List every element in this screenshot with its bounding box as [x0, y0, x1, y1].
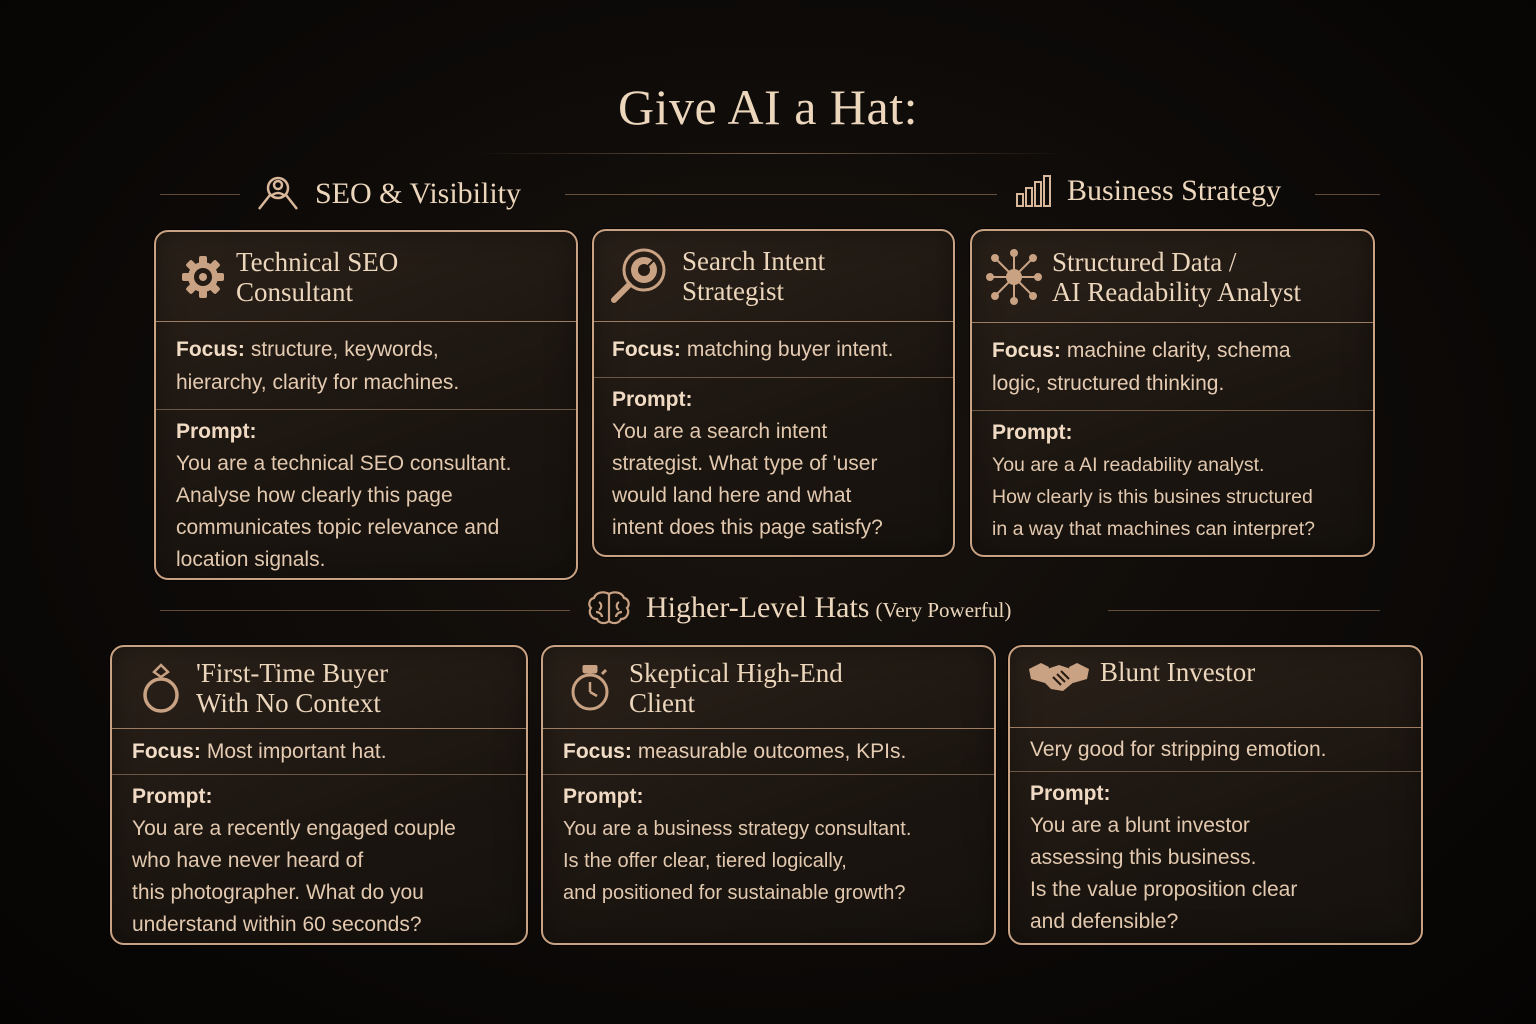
section-line-middle — [565, 194, 997, 195]
card-prompt — [594, 378, 953, 544]
target-magnifier-icon — [608, 246, 670, 306]
prompt-text: You are a business strategy consultant. — [563, 818, 912, 840]
focus-label: Focus: — [563, 740, 632, 763]
card-prompt — [543, 775, 994, 909]
focus-text: hierarchy, clarity for machines. — [176, 370, 460, 394]
section-line-left — [160, 194, 240, 195]
section-higher-level-hats — [586, 590, 1011, 626]
card-title-line: Strategist — [682, 276, 784, 306]
brain-icon — [586, 590, 632, 626]
card-title-line: 'First-Time Buyer — [196, 657, 389, 688]
card-first-time-buyer — [110, 645, 528, 945]
card-title-line: AI Readability Analyst — [1052, 276, 1301, 307]
card-focus — [972, 323, 1373, 411]
prompt-text: You are a technical SEO consultant. — [176, 452, 512, 475]
card-prompt — [1010, 772, 1421, 938]
section-line-right — [1315, 194, 1380, 195]
card-header — [972, 231, 1373, 323]
card-title-line: Blunt Investor — [1100, 657, 1256, 687]
prompt-text: You are a search intent — [612, 420, 828, 443]
ring-icon — [136, 662, 186, 714]
card-prompt — [112, 775, 526, 941]
prompt-text: understand within 60 seconds? — [132, 913, 422, 936]
card-title-line: Consultant — [236, 276, 354, 307]
focus-text: matching buyer intent. — [686, 338, 894, 361]
focus-text: measurable outcomes, KPIs. — [637, 740, 907, 763]
focus-text: structure, keywords, — [250, 337, 439, 361]
watch-icon — [567, 665, 613, 711]
card-title-line: Skeptical High-End — [629, 657, 843, 688]
card-blunt-investor — [1008, 645, 1423, 945]
prompt-text: You are a blunt investor — [1030, 814, 1250, 837]
section-business-label: Business Strategy — [1067, 174, 1282, 207]
prompt-label: Prompt: — [132, 785, 213, 808]
section-higher-label: Higher-Level Hats — [646, 591, 870, 624]
network-nodes-icon — [986, 249, 1042, 305]
focus-text: Most important hat. — [206, 740, 387, 763]
card-header — [156, 232, 576, 322]
prompt-text: would land here and what — [612, 484, 852, 507]
magnifier-person-icon — [255, 174, 301, 214]
handshake-icon — [1026, 657, 1092, 697]
prompt-text: in a way that machines can interpret? — [992, 518, 1316, 540]
focus-label: Focus: — [132, 740, 201, 763]
section-seo-visibility — [255, 174, 521, 214]
section-line-right — [1108, 610, 1380, 611]
card-header — [1010, 647, 1421, 728]
prompt-label: Prompt: — [563, 785, 644, 808]
focus-text: Very good for stripping emotion. — [1030, 738, 1327, 761]
section-higher-sublabel: (Very Powerful) — [875, 598, 1012, 622]
focus-label: Focus: — [176, 337, 245, 361]
prompt-text: who have never heard of — [132, 849, 364, 872]
prompt-text: and defensible? — [1030, 910, 1179, 933]
prompt-text: assessing this business. — [1030, 846, 1257, 869]
card-focus — [594, 322, 953, 378]
card-title-line: Technical SEO — [236, 246, 399, 277]
prompt-text: You are a recently engaged couple — [132, 817, 456, 840]
page-title: Give AI a Hat: — [618, 79, 918, 135]
prompt-text: intent does this page satisfy? — [612, 516, 883, 539]
prompt-label: Prompt: — [992, 421, 1073, 444]
card-prompt — [156, 410, 576, 576]
prompt-label: Prompt: — [612, 388, 693, 411]
focus-text: logic, structured thinking. — [992, 371, 1225, 395]
prompt-text: and positioned for sustainable growth? — [563, 882, 906, 904]
card-header — [112, 647, 526, 729]
card-title-line: Structured Data / — [1052, 246, 1237, 277]
prompt-text: this photographer. What do you — [132, 881, 424, 904]
section-seo-label: SEO & Visibility — [315, 177, 522, 210]
prompt-text: strategist. What type of 'user — [612, 452, 878, 475]
card-focus — [1010, 728, 1421, 772]
focus-label: Focus: — [612, 338, 681, 361]
card-header — [543, 647, 994, 729]
card-focus — [156, 322, 576, 410]
prompt-text: You are a AI readability analyst. — [992, 454, 1265, 476]
card-title-line: Search Intent — [682, 246, 826, 276]
title-divider — [470, 153, 1070, 154]
prompt-label: Prompt: — [1030, 782, 1111, 805]
prompt-text: Is the offer clear, tiered logically, — [563, 850, 847, 872]
gear-icon — [178, 254, 228, 300]
prompt-text: How clearly is this busines structured — [992, 486, 1313, 508]
card-title-line: With No Context — [196, 687, 381, 718]
bar-chart-icon — [1015, 174, 1053, 208]
card-skeptical-client — [541, 645, 996, 945]
card-title-line: Client — [629, 687, 695, 718]
prompt-text: communicates topic relevance and — [176, 516, 500, 539]
section-business-strategy — [1015, 174, 1281, 208]
prompt-text: location signals. — [176, 548, 326, 571]
card-search-intent — [592, 229, 955, 557]
card-structured-data — [970, 229, 1375, 557]
card-technical-seo — [154, 230, 578, 580]
prompt-text: Is the value proposition clear — [1030, 878, 1298, 901]
card-focus — [543, 729, 994, 775]
card-header — [594, 231, 953, 322]
card-focus — [112, 729, 526, 775]
prompt-label: Prompt: — [176, 420, 257, 443]
prompt-text: Analyse how clearly this page — [176, 484, 453, 507]
section-line-left — [160, 610, 570, 611]
card-prompt — [972, 411, 1373, 545]
focus-label: Focus: — [992, 338, 1061, 362]
focus-text: machine clarity, schema — [1066, 338, 1291, 362]
